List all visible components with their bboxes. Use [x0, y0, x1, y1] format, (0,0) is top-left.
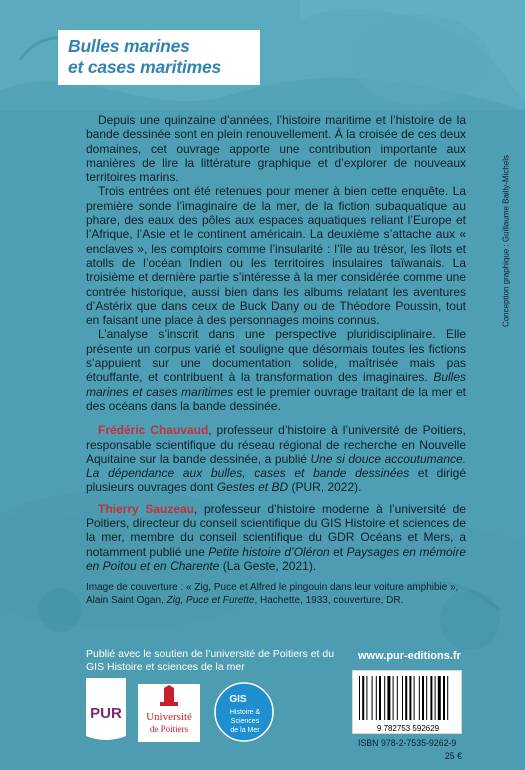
- blurb-paragraph-1: Depuis une quinzaine d’années, l’histoire maritime et l’histoire de la bande dessinée sont en plein renouvellement. À la croisée de ces deux domaines, cet ouvrage apporte une contribution importante aux manières de lire la littérature graphique et d’explorer de nouveaux territoires marins.: [86, 113, 466, 185]
- gis-text: GIS: [229, 694, 247, 705]
- title-line-1: Bulles marines: [68, 36, 190, 56]
- universite-text: Université: [146, 711, 192, 723]
- barcode-bar: [426, 676, 427, 720]
- author-name-1: Frédéric Chauvaud: [98, 423, 209, 438]
- author1-bio-b: et dirigé plusieurs ouvrages dont: [86, 466, 467, 495]
- gis-line-2: Sciences: [230, 718, 260, 725]
- author-bio-1: [86, 423, 466, 494]
- cover-image-caption: [86, 582, 466, 607]
- p3-text-a: L’analyse s’inscrit dans une perspective pluridisciplinaire. Elle présente un corpus varié et souligne que désormais toutes les fictions s’appuient sur une documentation solide, maîtrisée mais pas étouffante, et contribuent à la transformation des imaginaires.: [86, 327, 466, 385]
- barcode-bar: [414, 676, 415, 720]
- publisher-website: www.pur-editions.fr: [358, 650, 461, 662]
- universite-poitiers-logo: [138, 684, 200, 742]
- barcode-bar: [422, 676, 424, 720]
- barcode: [352, 670, 462, 734]
- barcode-bar: [419, 676, 420, 720]
- barcode-digits: 9 782753 592629: [376, 724, 440, 733]
- title-box: [58, 30, 260, 85]
- gis-logo: [214, 682, 274, 742]
- design-credit: [497, 126, 515, 356]
- support-text: Publié avec le soutien de l’université de Poitiers et du GIS Histoire et sciences de la mer: [86, 648, 335, 673]
- author2-bio-a: , professeur d’histoire moderne à l’université de Poitiers, directeur du conseil scientifique du GIS Histoire et sciences de la mer, membre du conseil scientifique du GDR Océans et Mers, a notamment publié une: [86, 501, 466, 559]
- barcode-bar: [447, 676, 448, 720]
- barcode-bar: [435, 676, 436, 720]
- gis-line-1: Histoire &: [229, 709, 261, 716]
- blurb-paragraph-2: Trois entrées ont été retenues pour mener à bien cette enquête. La première sonde l’imaginaire de la mer, de la fiction subaquatique au phare, des eaux des pôles aux espaces aquatiques reliant l’Europe et l’Afrique, l’Asie et le continent américain. La deuxième s’attache aux « enclaves », les comptoirs comme l’insularité : l’île au trésor, les îlots et atolls de l’océan Indien ou les territoires insulaires taïwanais. La troisième et dernière partie s’intéresse à la mer considérée comme une contrée historique, aussi bien dans les albums relatant les aventures d’Astérix que dans ceux de Buck Dany ou de Théodore Poussin, tout en faisant une place à des personnages moins connus.: [86, 184, 466, 328]
- barcode-bar: [438, 676, 441, 720]
- barcode-bar: [376, 676, 377, 720]
- barcode-bar: [362, 676, 364, 720]
- barcode-bar: [430, 676, 432, 720]
- barcode-bar: [366, 676, 367, 720]
- barcode-bar: [359, 676, 360, 720]
- barcode-bar: [393, 676, 394, 720]
- gis-line-3: de la Mer: [230, 727, 260, 734]
- author1-bio-c: (PUR, 2022).: [288, 480, 362, 495]
- barcode-bar: [402, 676, 403, 720]
- caption-text-b: , Hachette, 1933, couverture, DR.: [254, 594, 404, 606]
- author2-book-2: Paysages en mémoire en Poitou et en Charente: [86, 544, 466, 573]
- barcode-bars: [353, 671, 463, 735]
- barcode-bar: [372, 676, 373, 720]
- barcode-bar: [405, 676, 407, 720]
- caption-text-a: Image de couverture : « Zig, Puce et Alfred le pingouin dans leur voiture amphibie », Alain Saint Ogan,: [86, 582, 459, 606]
- design-credit-text: Conception graphique : Guillaume Bailly-Michels: [501, 154, 511, 328]
- barcode-bar: [409, 676, 411, 720]
- author1-bio-a: , professeur d’histoire à l’université de Poitiers, responsable scientifique du réseau régional de recherche en Nouvelle Aquitaine sur la bande dessinée, a publié: [86, 423, 466, 466]
- barcode-bar: [443, 676, 445, 720]
- author1-book-2: Gestes et BD: [216, 480, 289, 495]
- barcode-bar: [384, 676, 385, 720]
- author-bio-2: [86, 502, 466, 573]
- pur-logo-text: PUR: [90, 705, 122, 722]
- barcode-bar: [397, 676, 398, 720]
- de-poitiers-text: de Poitiers: [149, 724, 189, 734]
- title-line-2: et cases maritimes: [68, 57, 222, 77]
- author2-bio-c: (La Geste, 2021).: [219, 558, 317, 573]
- blurb-paragraph-3: [86, 327, 466, 413]
- author-name-2: Thierry Sauzeau: [98, 501, 195, 516]
- isbn: ISBN 978-2-7535-9262-9: [358, 738, 457, 748]
- price: 25 €: [444, 751, 462, 761]
- blurb-text: [86, 113, 466, 573]
- p3-text-b: est le premier ouvrage traitant de la mer et des océans dans la bande dessinée.: [86, 384, 466, 413]
- author2-book-1: Petite histoire d’Oléron: [208, 544, 330, 559]
- barcode-bar: [387, 676, 390, 720]
- pur-logo: [86, 678, 126, 746]
- caption-book-title: Zig, Puce et Furette: [166, 594, 255, 606]
- p3-book-title: Bulles marines et cases maritimes: [86, 370, 466, 399]
- author1-book-1: Une si douce accoutumance. La dépendance aux bulles, cases et bande dessinées: [86, 451, 466, 481]
- author2-bio-b: et: [329, 544, 347, 559]
- barcode-bar: [379, 676, 381, 720]
